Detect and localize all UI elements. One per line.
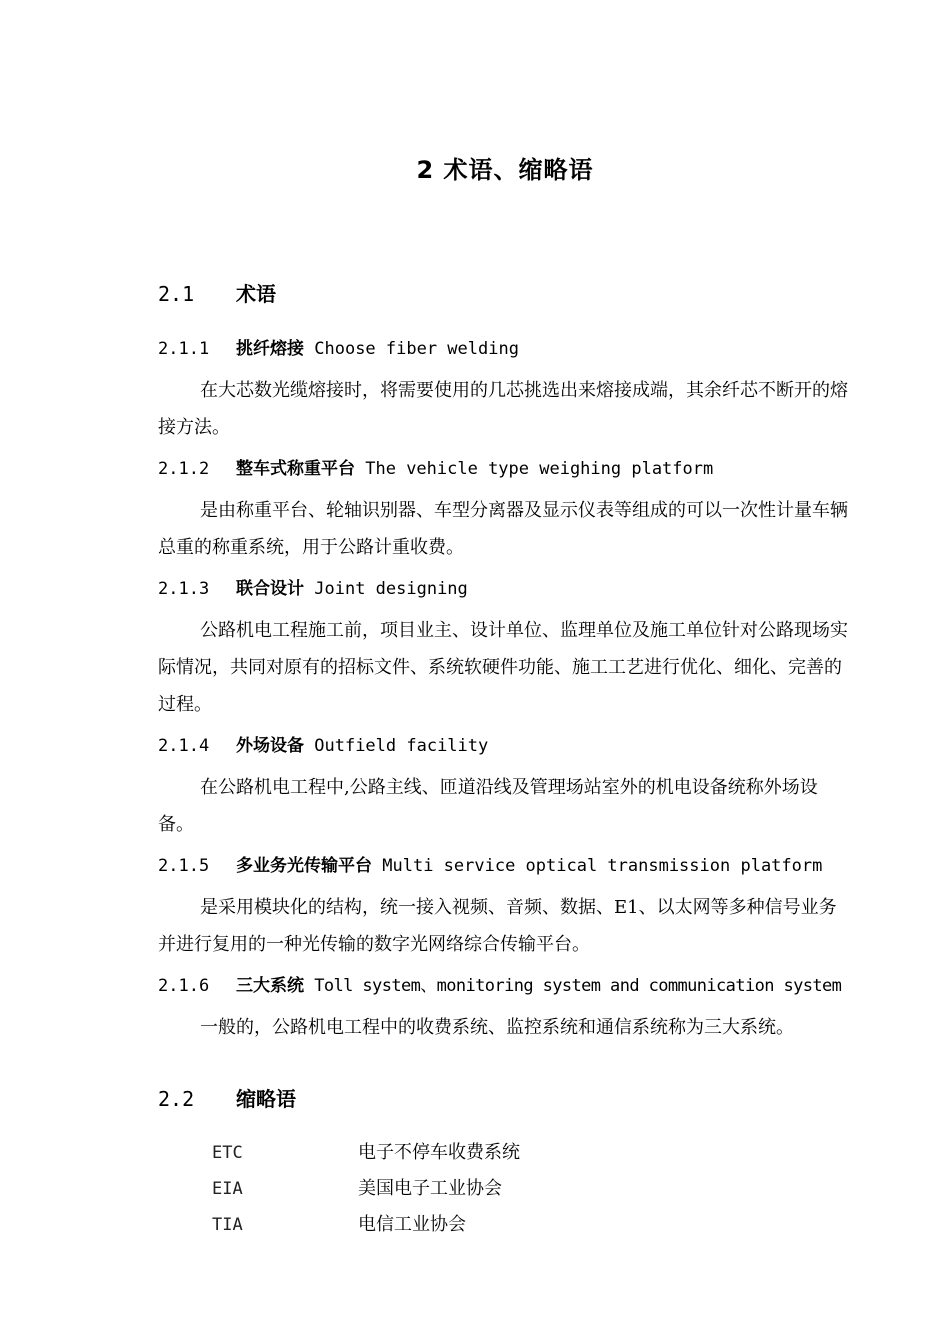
term-english-name: Multi service optical transmission platform bbox=[382, 856, 823, 876]
term-number: 2.1.1 bbox=[158, 339, 210, 359]
term-definition-2-1-6: 一般的，公路机电工程中的收费系统、监控系统和通信系统称为三大系统。 bbox=[200, 1017, 794, 1038]
term-chinese-name: 外场设备 bbox=[236, 736, 304, 756]
abbreviation-code: EIA bbox=[212, 1179, 243, 1199]
term-chinese-name: 挑纤熔接 bbox=[236, 339, 304, 359]
term-heading-2-1-4 bbox=[158, 731, 488, 756]
term-heading-2-1-1 bbox=[158, 334, 519, 359]
term-chinese-name: 联合设计 bbox=[236, 579, 304, 599]
abbreviation-row bbox=[212, 1174, 502, 1200]
abbreviation-code: TIA bbox=[212, 1215, 243, 1235]
term-number: 2.1.4 bbox=[158, 736, 210, 756]
term-chinese-name: 整车式称重平台 bbox=[236, 459, 355, 479]
term-definition-2-1-2: 是由称重平台、轮轴识别器、车型分离器及显示仪表等组成的可以一次性计量车辆总重的称重系统，用于公路计重收费。 bbox=[158, 500, 848, 558]
section-heading-2-1 bbox=[158, 278, 276, 307]
term-definition-2-1-3: 公路机电工程施工前，项目业主、设计单位、监理单位及施工单位针对公路现场实际情况，共同对原有的招标文件、系统软硬件功能、施工工艺进行优化、细化、完善的过程。 bbox=[158, 620, 848, 715]
term-english-name: Toll system、monitoring system and communication system bbox=[314, 976, 842, 996]
term-number: 2.1.3 bbox=[158, 579, 210, 599]
term-chinese-name: 多业务光传输平台 bbox=[236, 856, 372, 876]
term-definition-2-1-5: 是采用模块化的结构，统一接入视频、音频、数据、E1、以太网等多种信号业务并进行复用的一种光传输的数字光网络综合传输平台。 bbox=[158, 897, 837, 955]
section-number: 2.2 bbox=[158, 1087, 195, 1111]
term-english-name: Outfield facility bbox=[314, 736, 489, 756]
section-title: 术语 bbox=[236, 282, 276, 306]
term-english-name: Joint designing bbox=[314, 579, 468, 599]
chapter-title: 2 术语、缩略语 bbox=[416, 156, 594, 184]
term-heading-2-1-5 bbox=[158, 851, 822, 876]
abbreviation-meaning: 电子不停车收费系统 bbox=[358, 1142, 520, 1163]
abbreviation-meaning: 美国电子工业协会 bbox=[358, 1178, 502, 1199]
term-number: 2.1.2 bbox=[158, 459, 210, 479]
term-heading-2-1-6 bbox=[158, 971, 841, 996]
abbreviation-code: ETC bbox=[212, 1143, 243, 1163]
term-definition-2-1-4: 在公路机电工程中,公路主线、匝道沿线及管理场站室外的机电设备统称外场设备。 bbox=[158, 777, 818, 835]
abbreviation-row bbox=[212, 1210, 466, 1236]
term-definition-2-1-1: 在大芯数光缆熔接时，将需要使用的几芯挑选出来熔接成端，其余纤芯不断开的熔接方法。 bbox=[158, 380, 848, 438]
abbreviation-row bbox=[212, 1138, 520, 1164]
section-number: 2.1 bbox=[158, 282, 195, 306]
abbreviation-meaning: 电信工业协会 bbox=[358, 1214, 466, 1235]
term-english-name: Choose fiber welding bbox=[314, 339, 519, 359]
term-number: 2.1.5 bbox=[158, 856, 210, 876]
term-heading-2-1-2 bbox=[158, 454, 713, 479]
section-title: 缩略语 bbox=[236, 1087, 296, 1111]
term-heading-2-1-3 bbox=[158, 574, 468, 599]
term-chinese-name: 三大系统 bbox=[236, 976, 304, 996]
term-number: 2.1.6 bbox=[158, 976, 210, 996]
term-english-name: The vehicle type weighing platform bbox=[365, 459, 714, 479]
section-heading-2-2 bbox=[158, 1083, 296, 1112]
